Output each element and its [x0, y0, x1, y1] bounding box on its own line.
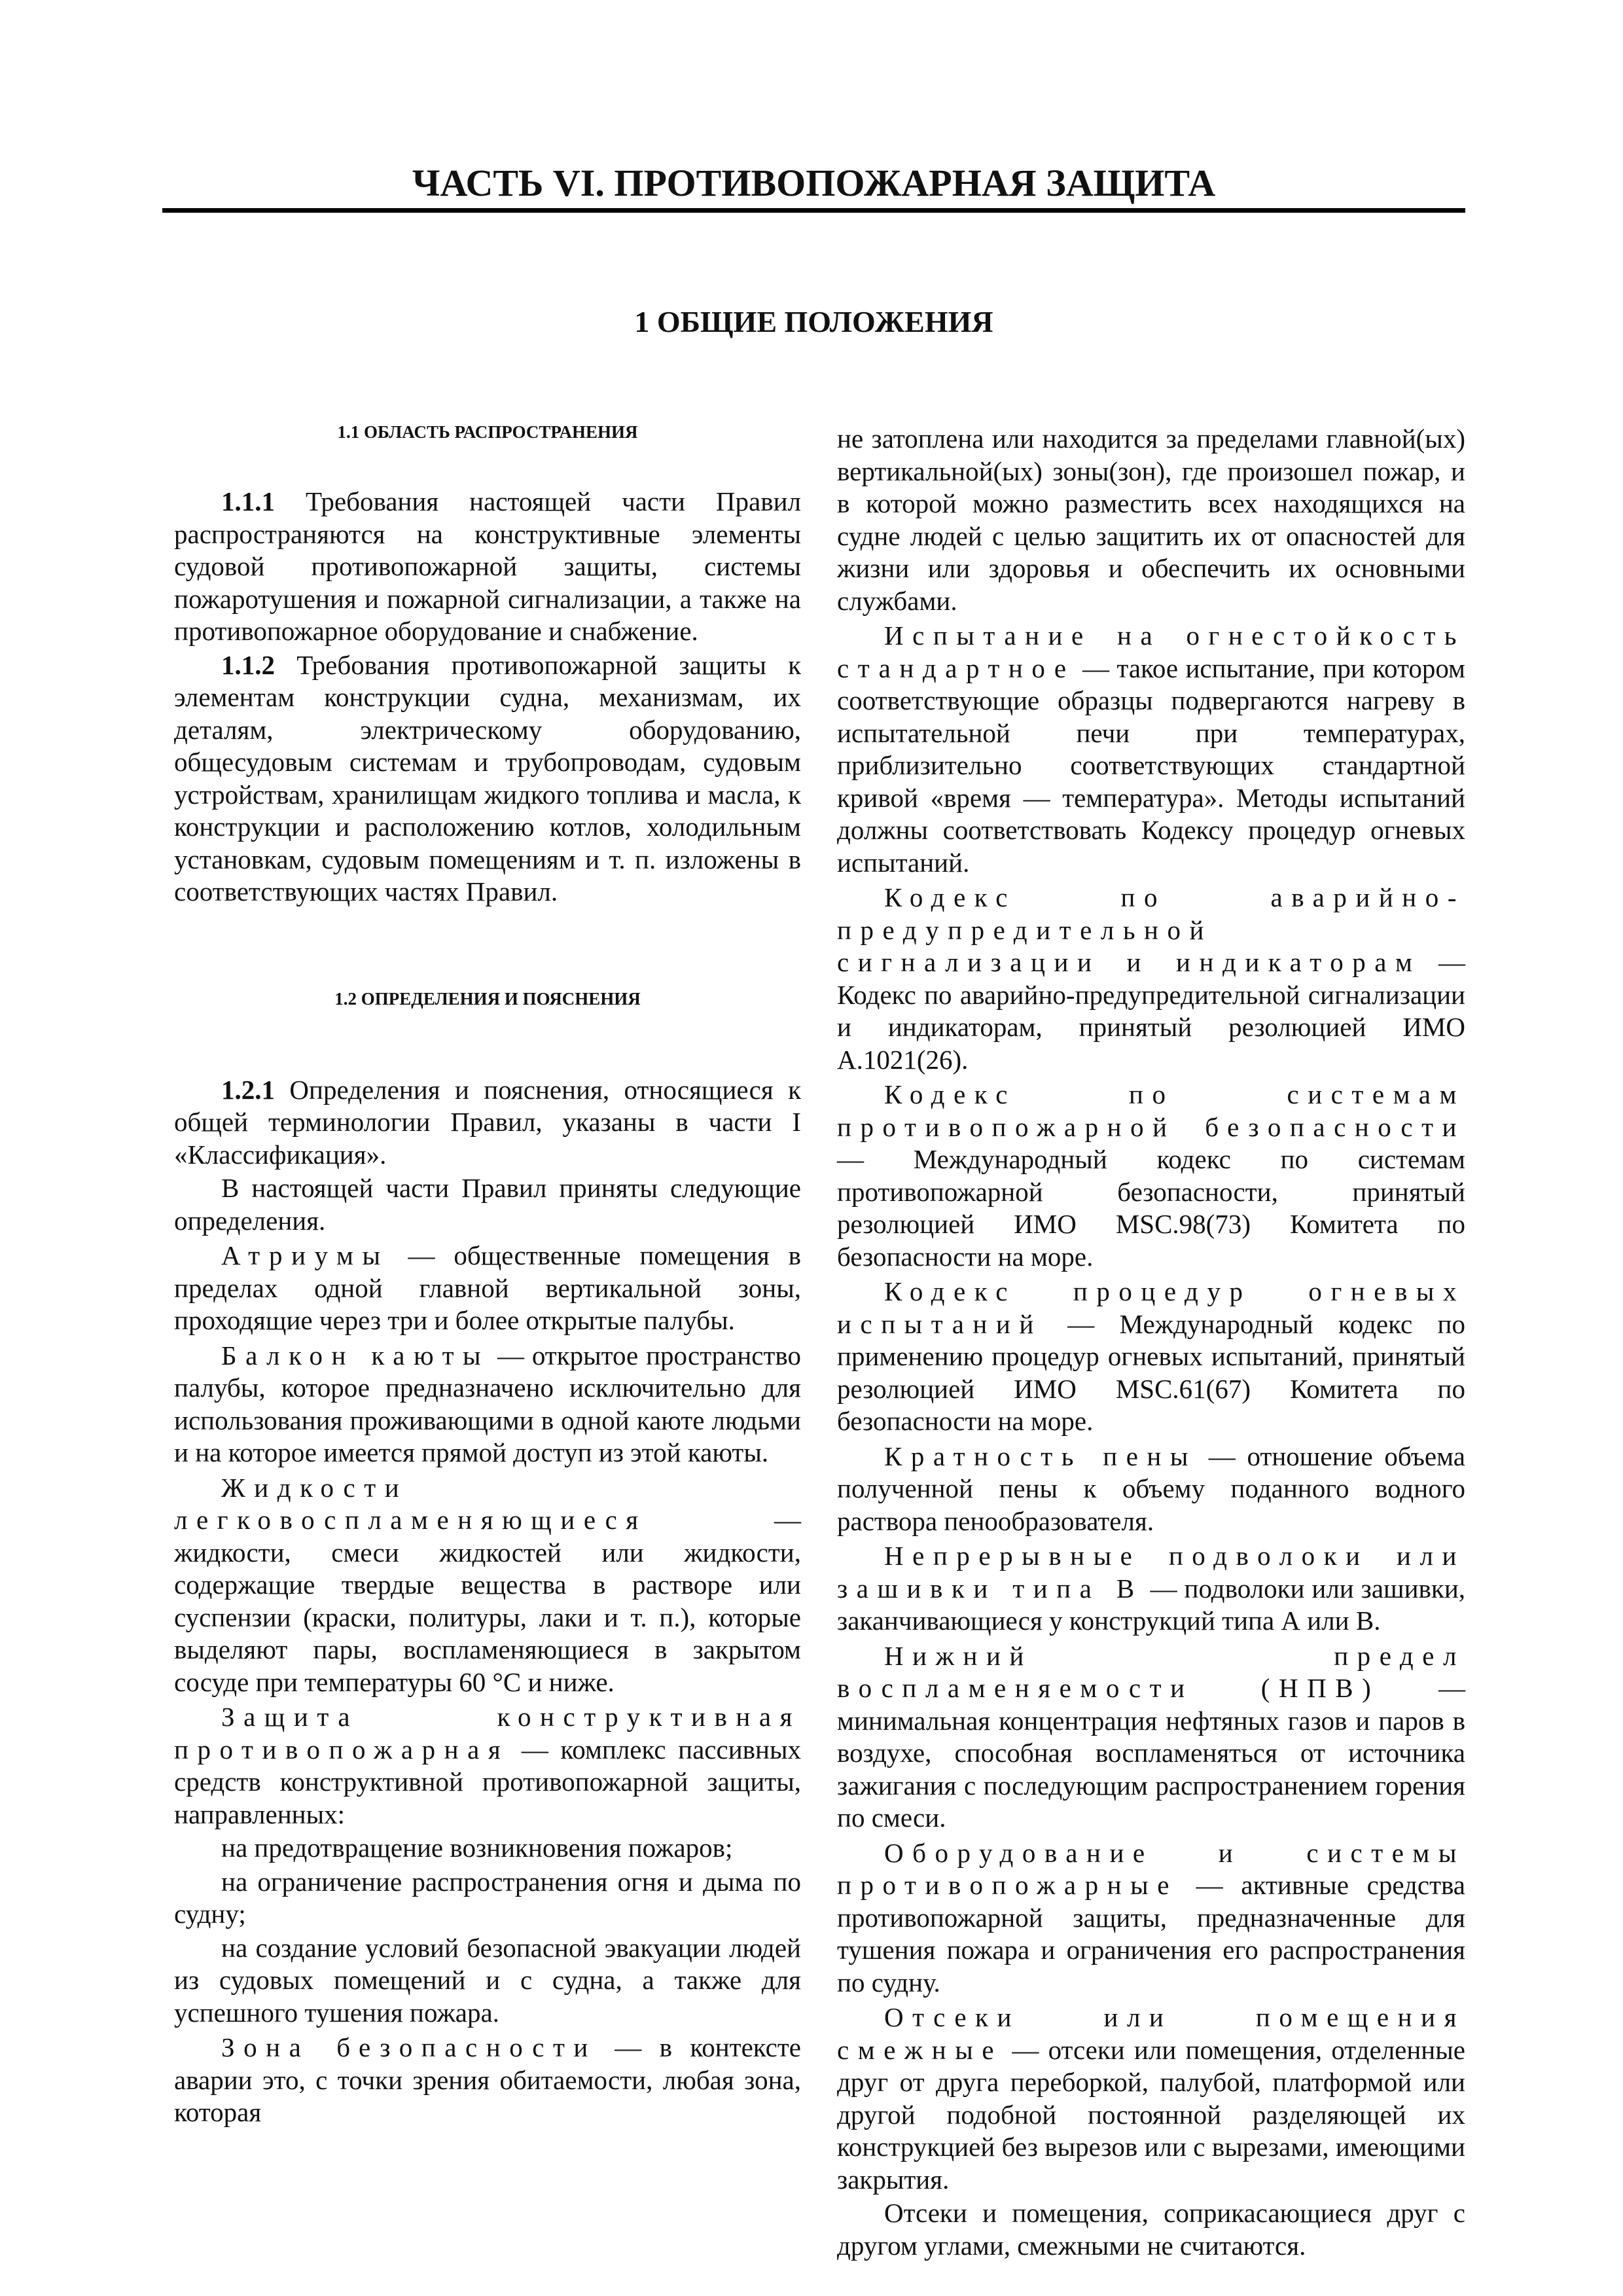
paragraph-text: — отсеки или помещения, отделенные друг от друга переборкой, палубой, платформой или другой подобной постоянной разделяющей их конструкцией без вырезов или с вырезами, имеющими закрытия.: [837, 2034, 1465, 2195]
definition-paragraph: [837, 1540, 1465, 1638]
paragraph-text: — Международный кодекс по применению процедур огневых испытаний, принятый резолюцией ИМО MSC.61(67) Комитета по безопасности на море.: [837, 1308, 1465, 1436]
definition-paragraph: [174, 1472, 801, 1699]
paragraph-text: на предотвращение возникновения пожаров;: [221, 1833, 733, 1863]
defined-term: Нижний предел воспламеняемости (НПВ): [837, 1640, 1465, 1703]
definition-paragraph: [174, 2032, 801, 2129]
clause-number: 1.2.1: [221, 1074, 275, 1105]
defined-term: Балкон каюты: [221, 1340, 490, 1371]
paragraph: [837, 2197, 1465, 2262]
definition-paragraph: [174, 1240, 801, 1337]
defined-term: Жидкости легковоспламеняющиеся: [174, 1472, 647, 1535]
clause-number: 1.1.1: [221, 486, 275, 516]
defined-term: Кодекс по системам противопожарной безопасности: [837, 1079, 1465, 1142]
paragraph-text: на создание условий безопасной эвакуации людей из судовых помещений и с судна, а также для успешного тушения пожара.: [174, 1932, 801, 2028]
definition-paragraph: [174, 1340, 801, 1469]
definition-paragraph: [837, 1837, 1465, 2000]
paragraph-text: Требования настоящей части Правил распространяются на конструктивные элементы судовой противопожарной защиты, системы пожаротушения и пожарной сигнализации, а также на противопожарное оборудование и снабжение.: [174, 486, 801, 646]
paragraph-text: — минимальная концентрация нефтяных газов и паров в воздухе, способная воспламеняться от источника зажигания с последующим распространением горения по смеси.: [837, 1673, 1465, 1833]
paragraph-text: Определения и пояснения, относящиеся к общей терминологии Правил, указаны в части I «Классификация».: [174, 1074, 801, 1170]
paragraph-text: — открытое пространство палубы, которое предназначено исключительно для использования проживающими в одной каюте людьми и на которое имеется прямой доступ из этой каюты.: [174, 1340, 801, 1467]
defined-term: Испытание на огнестойкость стандартное: [837, 620, 1465, 683]
paragraph-text: — жидкости, смеси жидкостей или жидкости, содержащие твердые вещества в растворе или суспензии (краски, политуры, лаки и т. п.), которые выделяют пары, воспламеняющиеся в закрытом сосуде при температуры 60 °С и ниже.: [174, 1505, 801, 1697]
paragraph-text: Отсеки и помещения, соприкасающиеся друг с другом углами, смежными не считаются.: [837, 2198, 1465, 2261]
paragraph-text: — общественные помещения в пределах одной главной вертикальной зоны, проходящие через три и более открытые палубы.: [174, 1240, 802, 1335]
defined-term: Непрерывные подволоки или зашивки типа В: [837, 1541, 1465, 1604]
definition-paragraph: [837, 1441, 1465, 1538]
defined-term: Кодекс процедур огневых испытаний: [837, 1276, 1465, 1339]
definition-paragraph: [837, 620, 1465, 879]
paragraph: [837, 423, 1465, 617]
paragraph: [174, 649, 801, 908]
clause-number: 1.1.2: [221, 649, 275, 680]
paragraph-text: на ограничение распространения огня и дыма по судну;: [174, 1866, 801, 1929]
paragraph-text: не затоплена или находится за пределами главной(ых) вертикальной(ых) зоны(зон), где произошел пожар, и в которой можно разместить всех находящихся на судне людей с целью защитить их от опасностей для жизни или здоровья и обеспечить их основными службами.: [837, 423, 1465, 616]
chapter-title: 1 ОБЩИЕ ПОЛОЖЕНИЯ: [634, 305, 993, 338]
definition-paragraph: [837, 1276, 1465, 1438]
paragraph-text: — отношение объема полученной пены к объему поданного водного раствора пенообразователя.: [837, 1441, 1465, 1536]
definition-paragraph: [837, 882, 1465, 1076]
right-column: [837, 423, 1465, 2263]
paragraph-text: — Международный кодекс по системам противопожарной безопасности, принятый резолюцией ИМО MSC.98(73) Комитета по безопасности на море.: [837, 1144, 1465, 1272]
defined-term: Кратность пены: [884, 1441, 1197, 1471]
title-rule-divider: [162, 208, 1465, 213]
left-column: [174, 419, 801, 2130]
definition-paragraph: [837, 1079, 1465, 1273]
defined-term: Оборудование и системы противопожарные: [837, 1837, 1465, 1900]
defined-term: Кодекс по аварийно-предупредительной сигнализации и индикаторам: [837, 882, 1465, 977]
defined-term: Отсеки или помещения смежные: [837, 2002, 1465, 2065]
definition-paragraph: [837, 2001, 1465, 2196]
paragraph-text: — подволоки или зашивки, заканчивающиеся у конструкций типа А или В.: [837, 1573, 1466, 1636]
part-title: ЧАСТЬ VI. ПРОТИВОПОЖАРНАЯ ЗАЩИТА: [412, 162, 1216, 204]
paragraph-text: В настоящей части Правил приняты следующие определения.: [174, 1173, 801, 1236]
paragraph-text: — в контексте аварии это, с точки зрения обитаемости, любая зона, которая: [174, 2032, 801, 2127]
definition-paragraph: [174, 1701, 801, 1831]
paragraph-text: — активные средства противопожарной защиты, предназначенные для тушения пожара и ограничения его распространения по судну.: [837, 1870, 1465, 1998]
defined-term: Атриумы: [221, 1240, 389, 1270]
paragraph-text: — такое испытание, при котором соответствующие образцы подвергаются нагреву в испытательной печи при температурах, приблизительно соответствующих стандартной кривой «время — температура». Методы испытаний должны соответствовать Кодексу процедур огневых испытаний.: [837, 653, 1465, 878]
section-heading: 1.1 ОБЛАСТЬ РАСПРОСТРАНЕНИЯ: [337, 422, 638, 442]
paragraph: [174, 486, 801, 648]
paragraph-text: — комплекс пассивных средств конструктивной противопожарной защиты, направленных:: [174, 1734, 801, 1829]
paragraph: [174, 1074, 801, 1172]
section-heading: 1.2 ОПРЕДЕЛЕНИЯ И ПОЯСНЕНИЯ: [334, 988, 641, 1009]
paragraph: [174, 1172, 801, 1237]
paragraph-text: Требования противопожарной защиты к элементам конструкции судна, механизмам, их деталям, электрическому оборудованию, общесудовым системам и трубопроводам, судовым устройствам, хранилищам жидкого топлива и масла, к конструкции и расположению котлов, холодильным установкам, судовым помещениям и т. п. изложены в соответствующих частях Правил.: [174, 649, 801, 906]
paragraph: [174, 1832, 801, 1865]
defined-term: Зона безопасности: [221, 2032, 597, 2062]
paragraph: [174, 1866, 801, 1931]
defined-term: Защита конструктивная противопожарная: [174, 1702, 801, 1765]
paragraph: [174, 1932, 801, 2030]
definition-paragraph: [837, 1640, 1465, 1835]
paragraph-text: — Кодекс по аварийно-предупредительной сигнализации и индикаторам, принятый резолюцией ИМО А.1021(26).: [837, 947, 1466, 1075]
